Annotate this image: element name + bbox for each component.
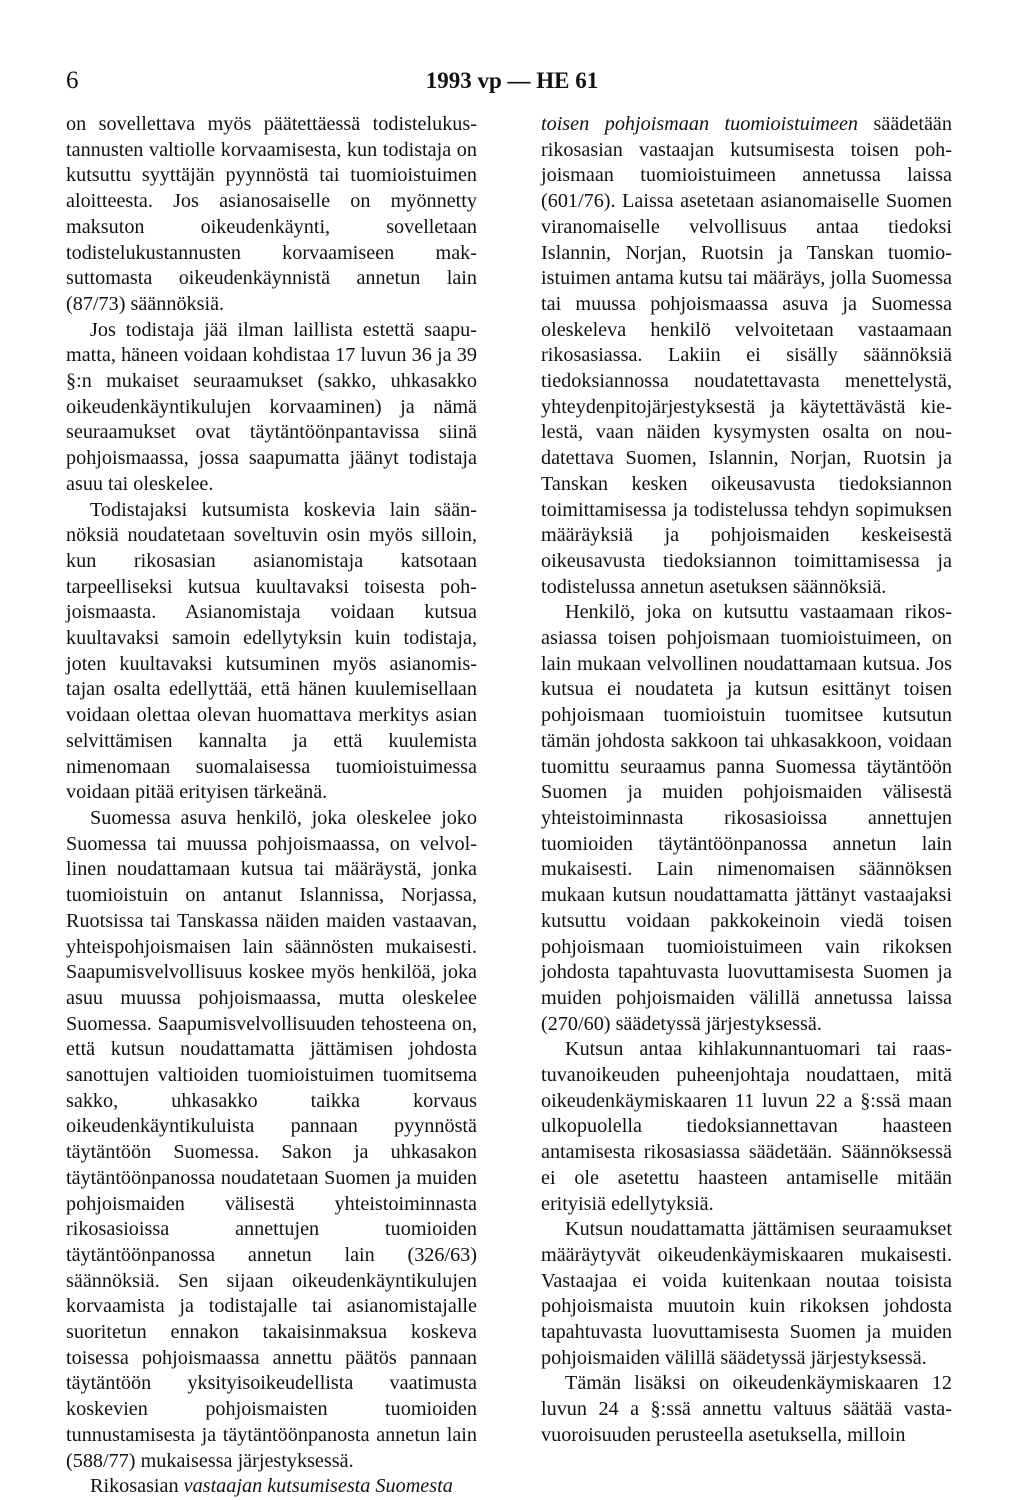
page-header <box>0 66 1024 98</box>
right-paragraph-1 <box>541 112 952 600</box>
left-paragraph-4: Suomessa asuva henkilö, joka oleskelee joko Suomessa tai muussa pohjoismaassa, on velvollinen noudattamaan kutsua tai määräystä, jonka tuomioistuin on antanut Islannissa, Norjassa, Ruotsissa tai Tanskassa näiden maiden vastaavan, yhteispohjoismaisen lain säännösten mukaisesti. Saapumisvelvollisuus koskee myös henkilöä, joka asuu muussa pohjoismaassa, mutta oleskelee Suomessa. Saapumisvelvollisuuden tehosteena on, että kutsun noudattamatta jättämisen johdosta sanottujen valtioiden tuomioistuimen tuomitsema sakko, uhkasakko taikka korvaus oikeudenkäyntikuluista pannaan pyynnöstä täytäntöön Suomessa. Sakon ja uhkasakon täytäntöönpanossa noudatetaan Suomen ja muiden pohjoismaiden välisestä yhteistoiminnasta rikosasioissa annettujen tuomioiden täytäntöönpanossa annetun lain (326/63) säännöksiä. Sen sijaan oikeudenkäyntikulujen korvaamista ja todistajalle tai asianomistajalle suoritetun ennakon takaisinmaksua koskeva toisessa pohjoismaassa annettu päätös pannaan täytäntöön yksityisoikeudellista vaatimusta koskevien pohjoismaisten tuomioiden tunnustamisesta ja täytäntöönpanosta annetun lain (588/77) mukaisessa järjestyksessä. <box>66 806 477 1472</box>
right-paragraph-1-text: säädetään rikosasian vastaajan kutsumisesta toisen pohjoismaan tuomioistuimeen annetussa laissa (601/76). Laissa asetetaan asianomaiselle Suomen viranomaiselle velvollisuus antaa tiedoksi Islannin, Norjan, Ruotsin ja Tanskan tuomioistuimen antama kutsu tai määräys, jolla Suomessa tai muussa pohjoismaassa asuva ja Suomessa oleskeleva henkilö velvoitetaan vastaamaan rikosasiassa. Lakiin ei sisälly säännöksiä tiedoksiannossa noudatettavasta menettelystä, yhteydenpitojärjestyksestä ja käytettävästä kielestä, vaan näiden kysymysten osalta on noudatettava Suomen, Islannin, Norjan, Ruotsin ja Tanskan kesken oikeusavusta tiedoksiannon toimittamisessa ja todistelussa tehdyn sopimuksen määräyksiä ja pohjoismaiden keskeisestä oikeusavusta tiedoksiannon toimittamisessa ja todistelussa annetun asetuksen säännöksiä. <box>541 113 952 598</box>
left-paragraph-5-text: Rikosasian <box>90 1475 179 1498</box>
left-paragraph-2: Jos todistaja jää ilman laillista estettä saapumatta, häneen voidaan kohdistaa 17 luvun 36 ja 39 §:n mukaiset seuraamukset (sakko, uhkasakko oikeudenkäyntikulujen korvaaminen) ja nämä seuraamukset ovat täytäntöönpantavissa siinä pohjoismaassa, jossa saapumatta jäänyt todistaja asuu tai oleskelee. <box>66 318 477 495</box>
page-number: 6 <box>66 67 79 94</box>
right-paragraph-3: Kutsun antaa kihlakunnantuomari tai raastuvanoikeuden puheenjohtaja noudattaen, mitä oikeudenkäymiskaaren 11 luvun 22 a §:ssä maan ulkopuolella tiedoksiannettavan haasteen antamisesta rikosasiassa säädetään. Säännöksessä ei ole asetettu haasteen antamiselle mitään erityisiä edellytyksiä. <box>541 1038 952 1215</box>
right-column <box>541 112 952 1449</box>
left-paragraph-5-italic: vastaajan kutsumisesta Suomesta <box>183 1475 453 1498</box>
right-paragraph-5: Tämän lisäksi on oikeudenkäymiskaaren 12 luvun 24 a §:ssä annettu valtuus säätää vastavuoroisuuden perusteella asetuksella, milloin <box>541 1372 952 1446</box>
running-head: 1993 vp — HE 61 <box>425 68 599 93</box>
left-column <box>66 112 477 1500</box>
right-paragraph-1-italic: toisen pohjoismaan tuomioistuimeen <box>541 113 859 135</box>
right-paragraph-4: Kutsun noudattamatta jättämisen seuraamukset määräytyvät oikeudenkäymiskaaren mukaisesti. Vastaajaa ei voida kuitenkaan noutaa toisista pohjoismaista muutoin kuin rikoksen johdosta tapahtuvasta luovuttamisesta Suomen ja muiden pohjoismaiden välillä säädetyssä järjestyksessä. <box>541 1218 952 1369</box>
right-paragraph-2: Henkilö, joka on kutsuttu vastaamaan rikosasiassa toisen pohjoismaan tuomioistuimeen, on lain mukaan velvollinen noudattamaan kutsua. Jos kutsua ei noudateta ja kutsun esittänyt toisen pohjoismaan tuomioistuin tuomitsee kutsutun tämän johdosta sakkoon tai uhkasakkoon, voidaan tuomittu seuraamus panna Suomessa täytäntöön Suomen ja muiden pohjoismaiden välisestä yhteistoiminnasta rikosasioissa annettujen tuomioiden täytäntöönpanossa annetun lain mukaisesti. Lain nimenomaisen säännöksen mukaan kutsun noudattamatta jättänyt vastaajaksi kutsuttu voidaan pakkokeinoin viedä toisen pohjoismaan tuomioistuimeen vain rikoksen johdosta tapahtuvasta luovuttamisesta Suomen ja muiden pohjoismaiden välillä annetussa laissa (270/60) säädetyssä järjestyksessä. <box>541 601 952 1035</box>
left-paragraph-3: Todistajaksi kutsumista koskevia lain säännöksiä noudatetaan soveltuvin osin myös silloin, kun rikosasian asianomistaja katsotaan tarpeelliseksi kutsua kuultavaksi toisesta pohjoismaasta. Asianomistaja voidaan kutsua kuultavaksi samoin edellytyksin kuin todistaja, joten kuultavaksi kutsuminen myös asianomistajan osalta edellyttää, että hänen kuulemisellaan voidaan olettaa olevan huomattava merkitys asian selvittämisen kannalta ja että kuulemista nimenomaan suomalaisessa tuomioistuimessa voidaan pitää erityisen tärkeänä. <box>66 498 477 804</box>
left-paragraph-1: on sovellettava myös päätettäessä todistelukustannusten valtiolle korvaamisesta, kun todistaja on kutsuttu syyttäjän pyynnöstä tai tuomioistuimen aloitteesta. Jos asianosaiselle on myönnetty maksuton oikeudenkäynti, sovelletaan todistelukustannusten korvaamiseen maksuttomasta oikeudenkäynnistä annetun lain (87/73) säännöksiä. <box>66 113 477 315</box>
left-paragraph-5 <box>66 1474 477 1500</box>
